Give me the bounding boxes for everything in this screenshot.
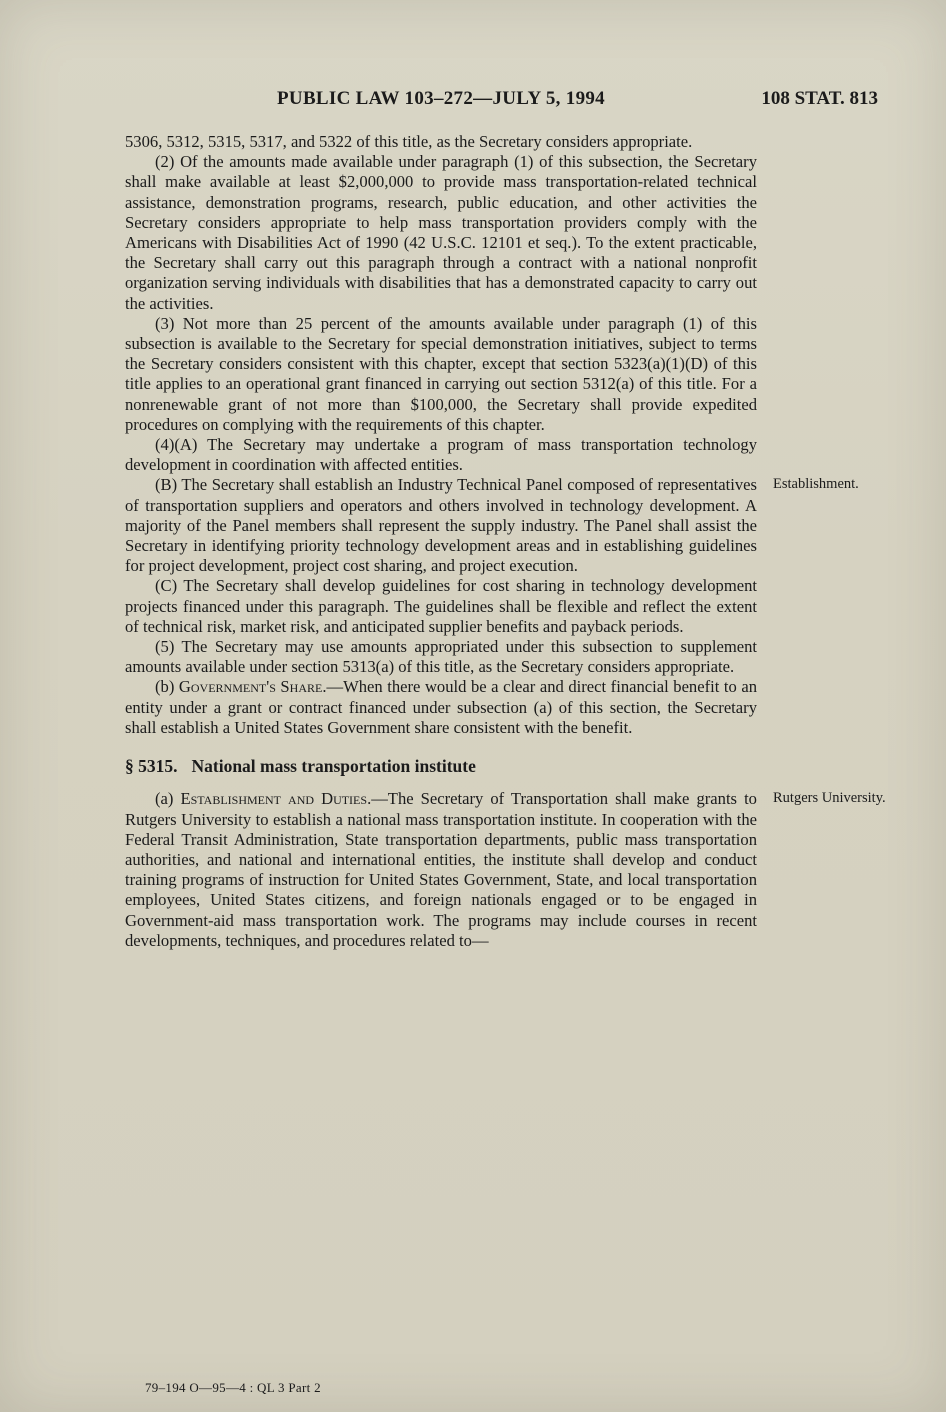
paragraph-text: (a) [155, 789, 181, 809]
margin-note: Rutgers University. [773, 790, 886, 807]
smallcaps-term: Government's Share [178, 677, 323, 697]
section-heading [125, 756, 757, 776]
footer-note: 79–194 O—95—4 : QL 3 Part 2 [145, 1380, 321, 1395]
paragraph [125, 576, 757, 637]
paragraph [125, 132, 757, 152]
paragraph [125, 152, 757, 314]
paragraph-text: .—The Secretary of Transportation shall make grants to Rutgers University to establish a national mass transportation institute. In cooperation with the Federal Transit Administration, State transportation departments, public mass transportation authorities, and national and international entities, the institute shall develop and conduct training programs of instruction for United States Government, State, and local transportation employees, United States citizens, and foreign nationals engaged or to be engaged in Government-aid mass transportation work. The programs may include courses in recent developments, techniques, and procedures related to— [125, 789, 757, 950]
smallcaps-term: Establishment and Duties [180, 789, 368, 809]
paragraph-text: (3) Not more than 25 percent of the amounts available under paragraph (1) of this subsection is available to the Secretary for special demonstration initiatives, subject to terms the Secretary considers consistent with this chapter, except that section 5323(a)(1)(D) of this title applies to an operational grant financed in carrying out section 5312(a) of this title. For a nonrenewable grant of not more than $100,000, the Secretary shall provide expedited procedures on complying with the requirements of this chapter. [125, 313, 757, 434]
paragraph-text: (b) [155, 677, 179, 697]
paragraph-text: .—When there would be a clear and direct financial benefit to an entity under a grant or contract financed under subsection (a) of this section, the Secretary shall establish a United States Government share consistent with the benefit. [125, 677, 757, 737]
paragraph [125, 637, 757, 677]
margin-note: Establishment. [773, 476, 859, 493]
paragraph-text: 5306, 5312, 5315, 5317, and 5322 of this title, as the Secretary considers appropriate. [125, 132, 693, 151]
paragraph-text: (B) The Secretary shall establish an Industry Technical Panel composed of representatives of transportation suppliers and operators and others involved in technology development. A majority of the Panel members shall represent the supply industry. The Panel shall assist the Secretary in identifying priority technology development areas and in establishing guidelines for project development, project cost sharing, and project execution. [125, 475, 757, 576]
section-title: National mass transportation institute [191, 756, 476, 777]
page-title: PUBLIC LAW 103–272—JULY 5, 1994 [277, 88, 605, 109]
document-body [125, 132, 886, 951]
paragraph-text: (5) The Secretary may use amounts appropriated under this subsection to supplement amounts available under section 5313(a) of this title, as the Secretary considers appropriate. [125, 637, 757, 677]
section-number: § 5315. [125, 756, 178, 777]
paragraph-text: (2) Of the amounts made available under paragraph (1) of this subsection, the Secretary shall make available at least $2,000,000 to provide mass transportation-related technical assistance, demonstration programs, research, public education, and other activities the Secretary considers appropriate to help mass transportation providers comply with the Americans with Disabilities Act of 1990 (42 U.S.C. 12101 et seq.). To the extent practicable, the Secretary shall carry out this paragraph through a contract with a national nonprofit organization serving individuals with disabilities that has a demonstrated capacity to carry out the activities. [125, 152, 757, 313]
paragraph [125, 314, 757, 435]
paragraph [125, 475, 859, 576]
stat-number: 108 STAT. 813 [761, 88, 878, 109]
paragraph-text: (4)(A) The Secretary may undertake a program of mass transportation technology development in coordination with affected entities. [125, 435, 757, 475]
paragraph [125, 435, 757, 475]
paragraph-text: (C) The Secretary shall develop guidelines for cost sharing in technology development projects financed under this paragraph. The guidelines shall be flexible and reflect the extent of technical risk, market risk, and anticipated supplier benefits and payback periods. [125, 576, 757, 636]
paragraph [125, 677, 757, 738]
paragraph [125, 789, 886, 951]
